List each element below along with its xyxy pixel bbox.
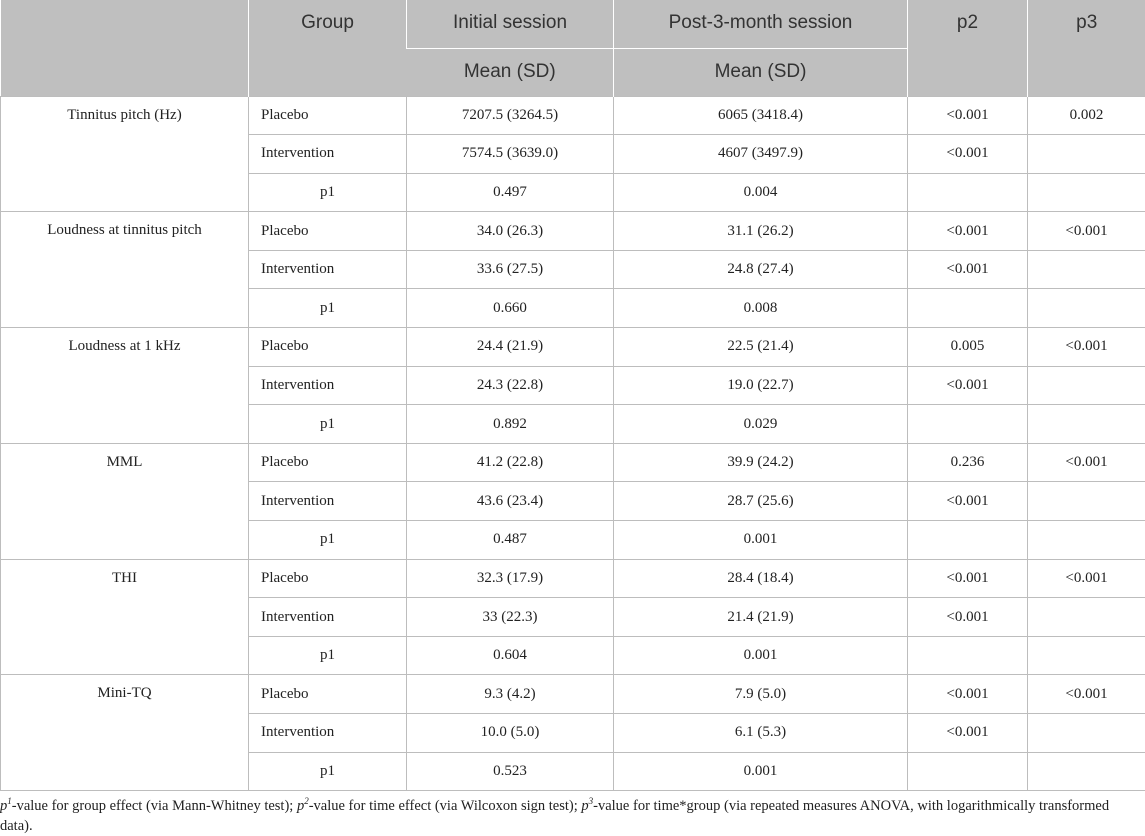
p3-value: <0.001 [1028,328,1145,367]
p1-initial: 0.497 [407,173,614,212]
table-row [1,328,1145,367]
empty-cell [908,752,1028,791]
p1-initial: 0.487 [407,521,614,560]
initial-value: 41.2 (22.8) [407,443,614,482]
header-post-mean-sd: Mean (SD) [614,48,908,96]
footnote-p2-superscript: 2 [304,796,309,806]
p3-value: 0.002 [1028,96,1145,135]
p1-post: 0.001 [614,521,908,560]
table-row [1,212,1145,251]
p1-post: 0.001 [614,752,908,791]
post-value: 4607 (3497.9) [614,135,908,174]
empty-cell [1028,636,1145,675]
empty-cell [1028,482,1145,521]
footnote-p3-text: -value for time*group (via repeated measures ANOVA, with logarithmically transformed data). [0,798,1109,834]
group-label: Placebo [249,212,407,251]
p2-value: <0.001 [908,96,1028,135]
table-row [1,559,1145,598]
measure-name: MML [1,443,249,559]
initial-value: 9.3 (4.2) [407,675,614,714]
footnote-p2-symbol: p [297,798,304,814]
initial-value: 33 (22.3) [407,598,614,637]
post-value: 24.8 (27.4) [614,250,908,289]
group-label: Placebo [249,328,407,367]
group-label: Placebo [249,675,407,714]
p2-value: <0.001 [908,250,1028,289]
initial-value: 34.0 (26.3) [407,212,614,251]
post-value: 31.1 (26.2) [614,212,908,251]
p2-value: <0.001 [908,366,1028,405]
initial-value: 7574.5 (3639.0) [407,135,614,174]
empty-cell [908,405,1028,444]
post-value: 28.4 (18.4) [614,559,908,598]
header-group: Group [249,0,407,96]
p1-post: 0.029 [614,405,908,444]
post-value: 22.5 (21.4) [614,328,908,367]
empty-cell [1028,521,1145,560]
empty-cell [1028,752,1145,791]
p1-initial: 0.892 [407,405,614,444]
footnote-p1-text: -value for group effect (via Mann-Whitney test); [12,798,297,814]
header-post-session: Post-3-month session [614,0,908,48]
p1-label: p1 [249,636,407,675]
group-label: Intervention [249,714,407,753]
empty-cell [1028,135,1145,174]
p2-value: <0.001 [908,212,1028,251]
p1-post: 0.001 [614,636,908,675]
post-value: 7.9 (5.0) [614,675,908,714]
measure-name: Mini-TQ [1,675,249,791]
group-label: Placebo [249,443,407,482]
group-label: Placebo [249,559,407,598]
empty-cell [908,636,1028,675]
post-value: 28.7 (25.6) [614,482,908,521]
p1-post: 0.008 [614,289,908,328]
empty-cell [1028,714,1145,753]
header-initial-mean-sd: Mean (SD) [407,48,614,96]
p1-post: 0.004 [614,173,908,212]
p2-value: <0.001 [908,482,1028,521]
footnote-p3-superscript: 3 [589,796,594,806]
empty-cell [1028,405,1145,444]
p1-initial: 0.660 [407,289,614,328]
table-row [1,675,1145,714]
footnote-p2-text: -value for time effect (via Wilcoxon sign test); [309,798,582,814]
p1-initial: 0.523 [407,752,614,791]
group-label: Intervention [249,482,407,521]
empty-cell [908,173,1028,212]
initial-value: 24.3 (22.8) [407,366,614,405]
measure-name: Loudness at tinnitus pitch [1,212,249,328]
empty-cell [908,521,1028,560]
table-row [1,96,1145,135]
post-value: 19.0 (22.7) [614,366,908,405]
group-label: Intervention [249,366,407,405]
p1-initial: 0.604 [407,636,614,675]
initial-value: 32.3 (17.9) [407,559,614,598]
measure-name: Tinnitus pitch (Hz) [1,96,249,212]
p2-value: <0.001 [908,135,1028,174]
footnote-p1-superscript: 1 [7,796,12,806]
p1-label: p1 [249,289,407,328]
p3-value: <0.001 [1028,443,1145,482]
p1-label: p1 [249,521,407,560]
p2-value: <0.001 [908,714,1028,753]
header-p3: p3 [1028,0,1145,96]
p1-label: p1 [249,405,407,444]
initial-value: 43.6 (23.4) [407,482,614,521]
footnote-p1-symbol: p [0,798,7,814]
empty-cell [1028,289,1145,328]
initial-value: 33.6 (27.5) [407,250,614,289]
p3-value: <0.001 [1028,675,1145,714]
group-label: Intervention [249,598,407,637]
empty-cell [1028,250,1145,289]
group-label: Intervention [249,250,407,289]
p3-value: <0.001 [1028,559,1145,598]
empty-cell [1028,173,1145,212]
table-row [1,443,1145,482]
p2-value: 0.236 [908,443,1028,482]
table-footnote [0,791,1140,836]
post-value: 6065 (3418.4) [614,96,908,135]
footnote-p3-symbol: p [581,798,588,814]
empty-cell [1028,366,1145,405]
post-value: 6.1 (5.3) [614,714,908,753]
initial-value: 7207.5 (3264.5) [407,96,614,135]
header-initial-session: Initial session [407,0,614,48]
initial-value: 10.0 (5.0) [407,714,614,753]
initial-value: 24.4 (21.9) [407,328,614,367]
group-label: Placebo [249,96,407,135]
p3-value: <0.001 [1028,212,1145,251]
group-label: Intervention [249,135,407,174]
empty-cell [908,289,1028,328]
measure-name: THI [1,559,249,675]
empty-cell [1028,598,1145,637]
header-p2: p2 [908,0,1028,96]
p2-value: 0.005 [908,328,1028,367]
post-value: 39.9 (24.2) [614,443,908,482]
measure-name: Loudness at 1 kHz [1,328,249,444]
p2-value: <0.001 [908,559,1028,598]
p1-label: p1 [249,752,407,791]
p1-label: p1 [249,173,407,212]
p2-value: <0.001 [908,675,1028,714]
post-value: 21.4 (21.9) [614,598,908,637]
p2-value: <0.001 [908,598,1028,637]
header-measure [1,0,249,96]
